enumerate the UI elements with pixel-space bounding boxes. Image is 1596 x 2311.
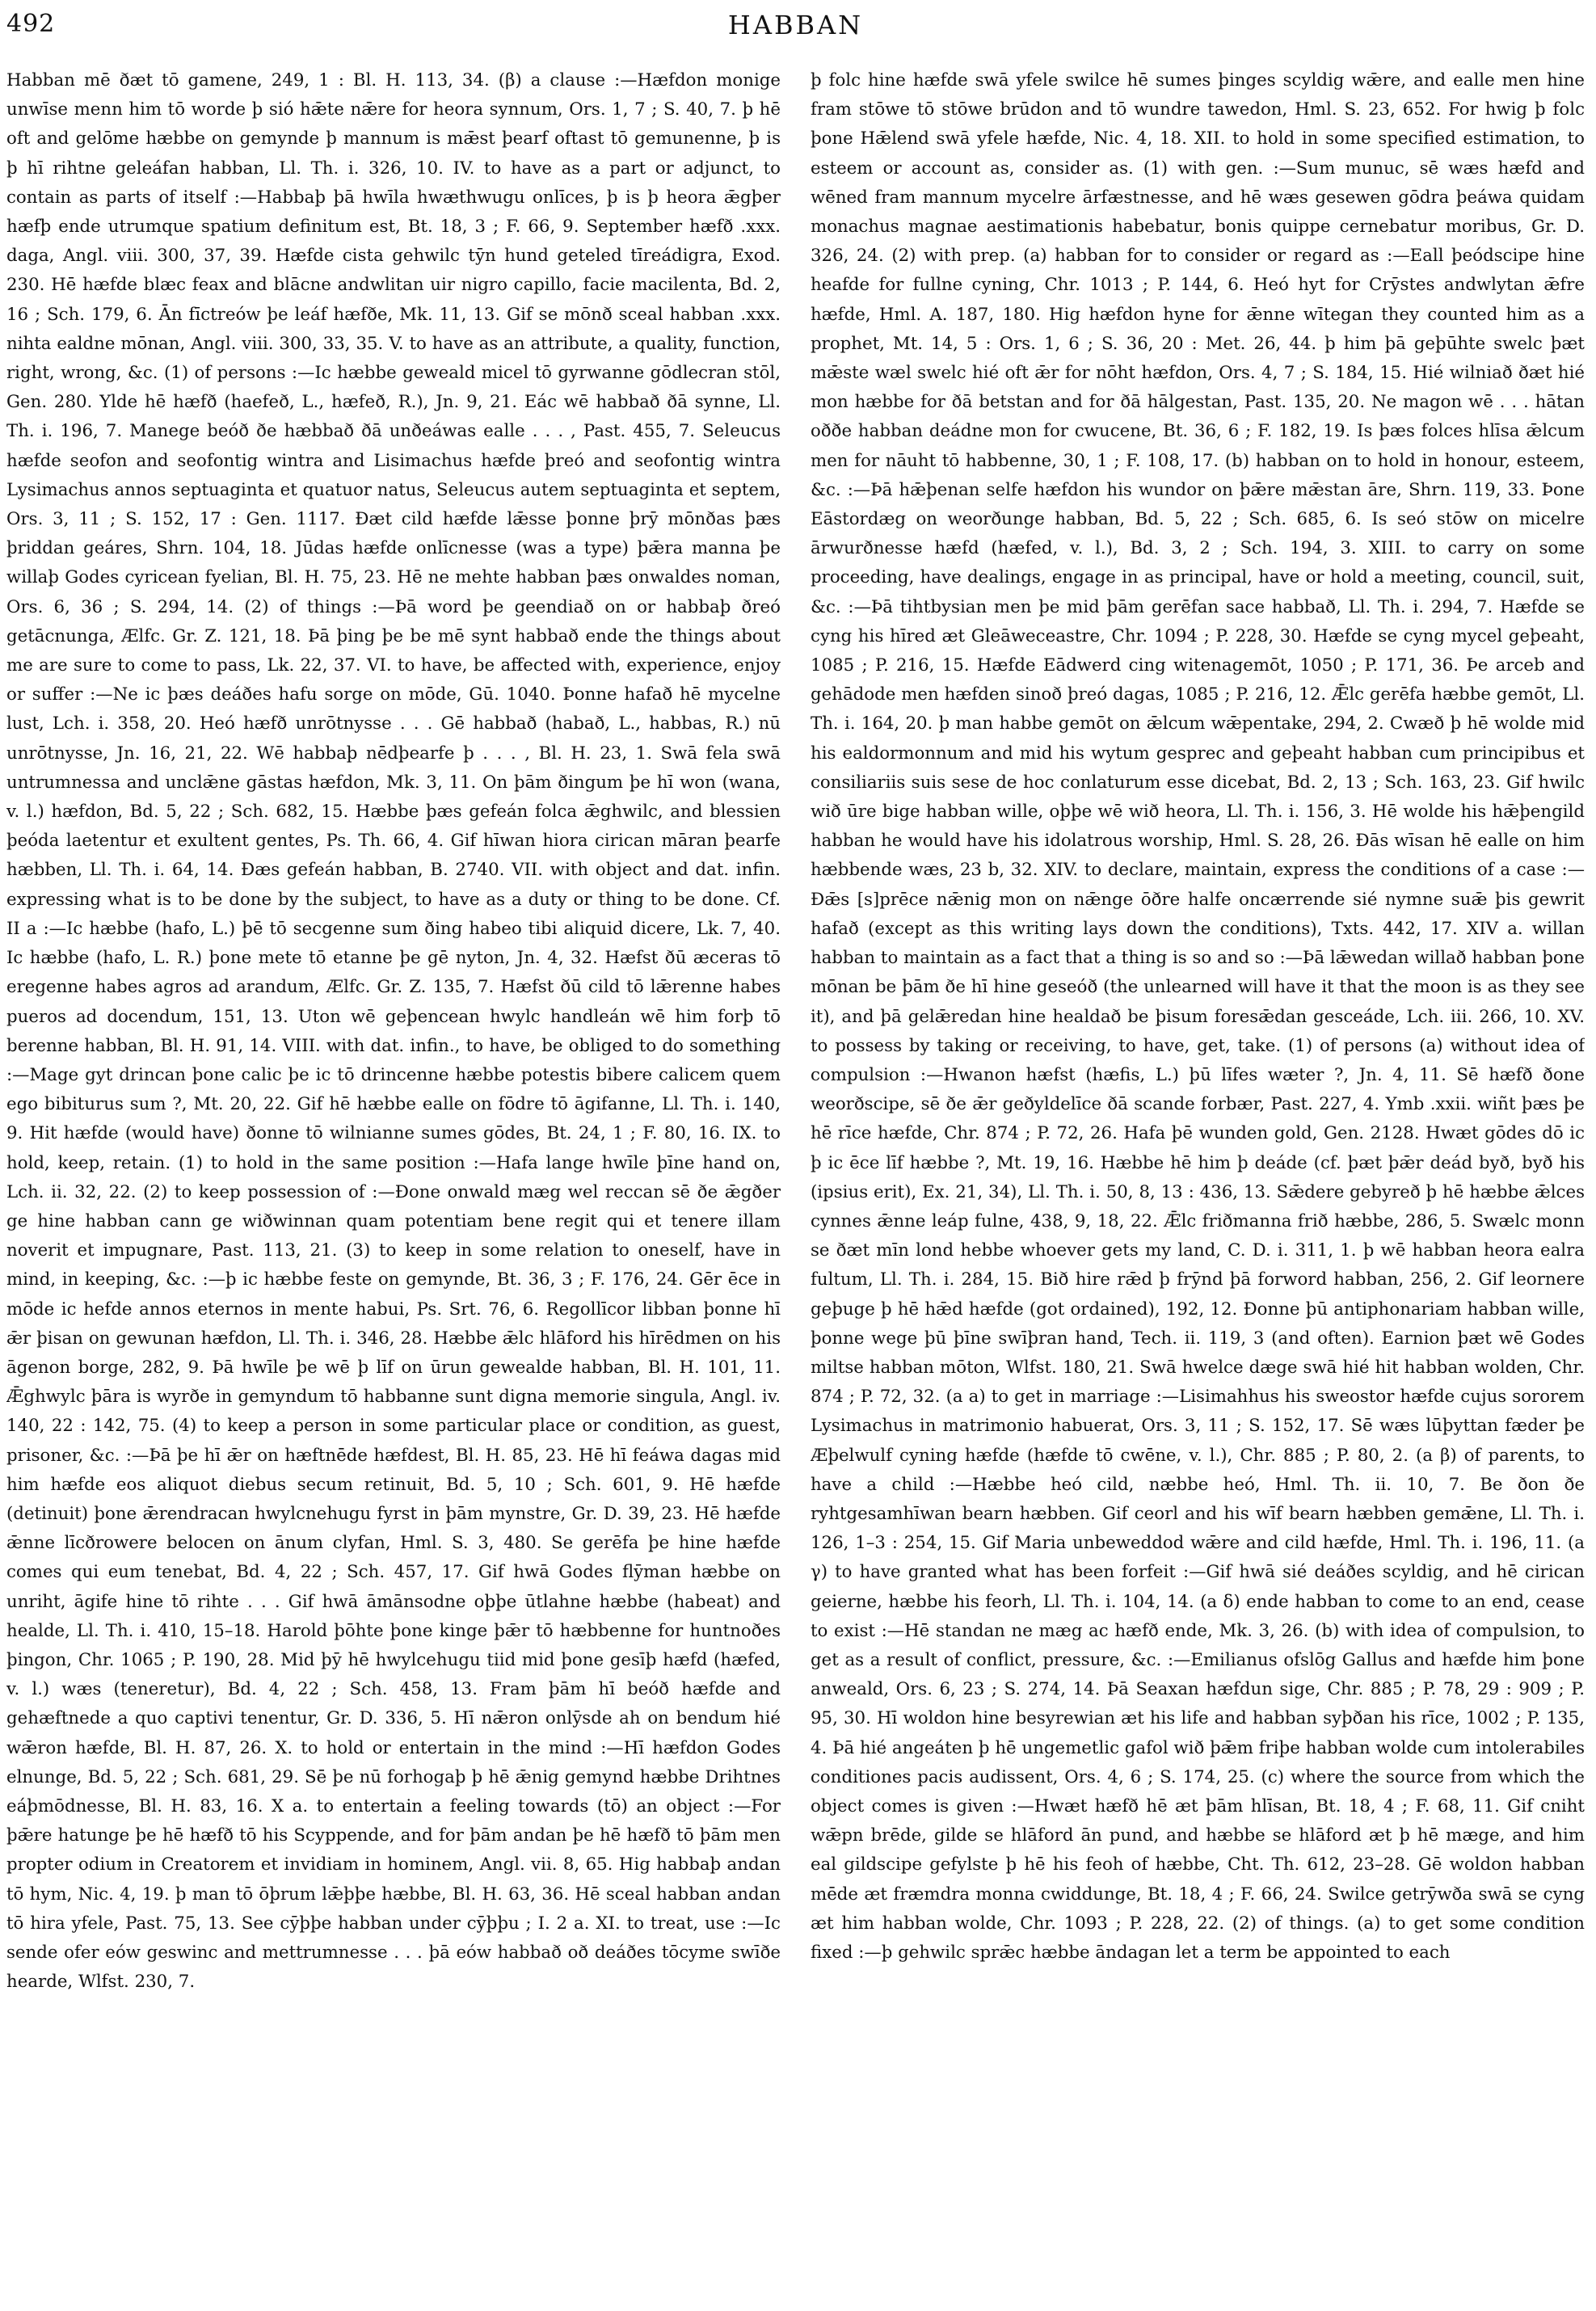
text-columns (6, 66, 1585, 2303)
left-column-text: Habban mē ðæt tō gamene, 249, 1 : Bl. H. 113, 34. (β) a clause :—Hæfdon monige unwīse menn him tō worde þ sió hǣte nǣre for heora synnum, Ors. 1, 7 ; S. 40, 7. þ hē oft and gelōme hæbbe on gemynde þ mannum is mǣst þearf oftast tō gemunenne, þ is þ hī rihtne geleáfan habban, Ll. Th. i. 326, 10. IV. to have as a part or adjunct, to contain as parts of itself :—Habbaþ þā hwīla hwæthwugu onlīces, þ is þ heora ǣgþer hæfþ ende utrumque spatium definitum est, Bt. 18, 3 ; F. 66, 9. September hæfð .xxx. daga, Angl. viii. 300, 37, 39. Hæfde cista gehwilc tȳn hund geteled tīreádigra, Exod. 230. Hē hæfde blæc feax and blācne andwlitan uir nigro capillo, facie macilenta, Bd. 2, 16 ; Sch. 179, 6. Ān fīctreów þe leáf hæfðe, Mk. 11, 13. Gif se mōnð sceal habban .xxx. nihta ealdne mōnan, Angl. viii. 300, 33, 35. V. to have as an attribute, a quality, function, right, wrong, &c. (1) of persons :—Ic hæbbe geweald micel tō gyrwanne gōdlecran stōl, Gen. 280. Ylde hē hæfð (haefeð, L., hæfeð, R.), Jn. 9, 21. Eác wē habbað ðā synne, Ll. Th. i. 196, 7. Manege beóð ðe hæbbað ðā unðeáwas ealle . . . , Past. 455, 7. Seleucus hæfde seofon and seofontig wintra and Lisimachus hæfde þreó and seofontig wintra Lysimachus annos septuaginta et quatuor natus, Seleucus autem septuaginta et septem, Ors. 3, 11 ; S. 152, 17 : Gen. 1117. Ðæt cild hæfde lǣsse þonne þrȳ mōnðas þæs þriddan geáres, Shrn. 104, 18. Jūdas hæfde onlīcnesse (was a type) þǣra manna þe willaþ Godes cyricean fyelian, Bl. H. 75, 23. Hē ne mehte habban þæs onwaldes noman, Ors. 6, 36 ; S. 294, 14. (2) of things :—Þā word þe geendiað on or habbaþ ðreó getācnunga, Ælfc. Gr. Z. 121, 18. Þā þing þe be mē synt habbað ende the things about me are sure to come to pass, Lk. 22, 37. VI. to have, be affected with, experience, enjoy or suffer :—Ne ic þæs deáðes hafu sorge on mōde, Gū. 1040. Þonne hafað hē mycelne lust, Lch. i. 358, 20. Heó hæfð unrōtnysse . . . Gē habbað (habað, L., habbas, R.) nū unrōtnysse, Jn. 16, 21, 22. Wē habbaþ nēdþearfe þ . . . , Bl. H. 23, 1. Swā fela swā untrumnessa and unclǣne gāstas hæfdon, Mk. 3, 11. On þām ðingum þe hī won (wana, v. l.) hæfdon, Bd. 5, 22 ; Sch. 682, 15. Hæbbe þæs gefeán folca ǣghwilc, and blessien þeóda laetentur et exultent gentes, Ps. Th. 66, 4. Gif hīwan hiora cirican māran þearfe hæbben, Ll. Th. i. 64, 14. Ðæs gefeán habban, B. 2740. VII. with object and dat. infin. expressing what is to be done by the subject, to have as a duty or thing to be done. Cf. II a :—Ic hæbbe (hafo, L.) þē tō secgenne sum ðing habeo tibi aliquid dicere, Lk. 7, 40. Ic hæbbe (hafo, L. R.) þone mete tō etanne þe gē nyton, Jn. 4, 32. Hæfst ðū æceras tō eregenne habes agros ad arandum, Ælfc. Gr. Z. 135, 7. Hæfst ðū cild tō lǣrenne habes pueros ad docendum, 151, 13. Uton wē geþencean hwylc handleán wē him forþ tō berenne habban, Bl. H. 91, 14. VIII. with dat. infin., to have, be obliged to do something :—Mage gyt drincan þone calic þe ic tō drincenne hæbbe potestis bibere calicem quem ego bibiturus sum ?, Mt. 20, 22. Gif hē hæbbe ealle on fōdre tō āgifanne, Ll. Th. i. 140, 9. Hit hæfde (would have) ðonne tō wilnianne sumes gōdes, Bt. 24, 1 ; F. 80, 16. IX. to hold, keep, retain. (1) to hold in the same position :—Hafa lange hwīle þīne hand on, Lch. ii. 32, 22. (2) to keep possession of :—Ðone onwald mæg wel reccan sē ðe ǣgðer ge hine habban cann ge wiðwinnan quam potentiam bene regit qui et tenere illam noverit et impugnare, Past. 113, 21. (3) to keep in some relation to oneself, have in mind, in keeping, &c. :—þ ic hæbbe feste on gemynde, Bt. 36, 3 ; F. 176, 24. Gēr ēce in mōde ic hefde annos eternos in mente habui, Ps. Srt. 76, 6. Regollīcor libban þonne hī ǣr þisan on gewunan hæfdon, Ll. Th. i. 346, 28. Hæbbe ǣlc hlāford his hīrēdmen on his āgenon borge, 282, 9. Þā hwīle þe wē þ līf on ūrun gewealde habban, Bl. H. 101, 11. Ǣghwylc þāra is wyrðe in gemyndum tō habbanne sunt digna memorie singula, Angl. iv. 140, 22 : 142, 75. (4) to keep a person in some particular place or condition, as guest, prisoner, &c. :—Þā þe hī ǣr on hæftnēde hæfdest, Bl. H. 85, 23. Hē hī feáwa dagas mid him hæfde eos aliquot diebus secum retinuit, Bd. 5, 10 ; Sch. 601, 9. Hē hæfde (detinuit) þone ǣrendracan hwylcnehugu fyrst in þām mynstre, Gr. D. 39, 23. Hē hæfde ǣnne līcðrowere belocen on ānum clyfan, Hml. S. 3, 480. Se gerēfa þe hine hæfde comes qui eum tenebat, Bd. 4, 22 ; Sch. 457, 17. Gif hwā Godes flȳman hæbbe on unriht, āgife hine tō rihte . . . Gif hwā āmānsodne oþþe ūtlahne hæbbe (habeat) and healde, Ll. Th. i. 410, 15–18. Harold þōhte þone kinge þǣr tō hæbbenne for huntnoðes þingon, Chr. 1065 ; P. 190, 28. Mid þȳ hē hwylcehugu tiid mid þone gesīþ hæfd (hæfed, v. l.) wæs (teneretur), Bd. 4, 22 ; Sch. 458, 13. Fram þām hī beóð hæfde and gehæftnede a quo captivi tenentur, Gr. D. 336, 5. Hī nǣron onlȳsde ah on bendum hié wǣron hæfde, Bl. H. 87, 26. X. to hold or entertain in the mind :—Hī hæfdon Godes elnunge, Bd. 5, 22 ; Sch. 681, 29. Sē þe nū forhogaþ þ hē ǣnig gemynd hæbbe Drihtnes eáþmōdnesse, Bl. H. 83, 16. X a. to entertain a feeling towards (tō) an object :—For þǣre hatunge þe hē hæfð tō his Scyppende, and for þām andan þe hē hæfð tō þām men propter odium in Creatorem et invidiam in hominem, Angl. vii. 8, 65. Hig habbaþ andan tō hym, Nic. 4, 19. þ man tō ōþrum lǣþþe hæbbe, Bl. H. 63, 36. Hē sceal habban andan tō hira yfele, Past. 75, 13. See cȳþþe habban under cȳþþu ; I. 2 a. XI. to treat, use :—Ic sende ofer eów geswinc and mettrumnesse . . . þā eów habbað oð deáðes tōcyme swīðe hearde, Wlfst. 230, 7. (6, 70, 781, 1993)
page-number: 492 (6, 10, 56, 38)
left-column (6, 66, 781, 2303)
page-header (6, 10, 1585, 45)
running-head: HABBAN (727, 10, 864, 40)
right-column (811, 66, 1585, 2303)
right-column-text: þ folc hine hæfde swā yfele swilce hē sumes þinges scyldig wǣre, and ealle men hine fram stōwe tō stōwe brūdon and tō wundre tawedon, Hml. S. 23, 652. For hwig þ folc þone Hǣlend swā yfele hæfde, Nic. 4, 18. XII. to hold in some specified estimation, to esteem or account as, consider as. (1) with gen. :—Sum munuc, sē wæs hæfd and wēned fram mannum mycelre ārfæstnesse, and hē wæs gesewen gōdra þeáwa quidam monachus magnae aestimationis habebatur, bonis quippe cernebatur moribus, Gr. D. 326, 24. (2) with prep. (a) habban for to consider or regard as :—Eall þeódscipe hine heafde for fullne cyning, Chr. 1013 ; P. 144, 6. Heó hyt for Crȳstes andwlytan ǣfre hæfde, Hml. A. 187, 180. Hig hæfdon hyne for ǣnne wītegan they counted him as a prophet, Mt. 14, 5 : Ors. 1, 6 ; S. 36, 20 : Met. 26, 44. þ him þā geþūhte swelc þæt mǣste wæl swelc hié oft ǣr for nōht hæfdon, Ors. 4, 7 ; S. 184, 15. Hié wilniað ðæt hié mon hæbbe for ðā betstan and for ðā hālgestan, Past. 135, 20. Ne magon wē . . . hātan oððe habban deádne mon for cwucene, Bt. 36, 6 ; F. 182, 19. Is þæs folces hlīsa ǣlcum men for nāuht tō habbenne, 30, 1 ; F. 108, 17. (b) habban on to hold in honour, esteem, &c. :—Þā hǣþenan selfe hæfdon his wundor on þǣre mǣstan āre, Shrn. 119, 33. Þone Eāstordæg on weorðunge habban, Bd. 5, 22 ; Sch. 685, 6. Is seó stōw on micelre ārwurðnesse hæfd (hæfed, v. l.), Bd. 3, 2 ; Sch. 194, 3. XIII. to carry on some proceeding, have dealings, engage in as principal, have or hold a meeting, council, suit, &c. :—Þā tihtbysian men þe mid þām gerēfan sace habbað, Ll. Th. i. 294, 7. Hæfde se cyng his hīred æt Gleāweceastre, Chr. 1094 ; P. 228, 30. Hæfde se cyng mycel geþeaht, 1085 ; P. 216, 15. Hæfde Eādwerd cing witenagemōt, 1050 ; P. 171, 36. Þe arceb and gehādode men hæfden sinoð þreó dagas, 1085 ; P. 216, 12. Ǣlc gerēfa hæbbe gemōt, Ll. Th. i. 164, 20. þ man habbe gemōt on ǣlcum wǣpentake, 294, 2. Cwæð þ hē wolde mid his ealdormonnum and mid his wytum gesprec and geþeaht habban cum principibus et consiliariis suis sese de hoc conlaturum esse dicebat, Bd. 2, 13 ; Sch. 163, 23. Gif hwilc wið ūre bige habban wille, oþþe wē wið heora, Ll. Th. i. 156, 3. Hē wolde his hǣþengild habban he would have his idolatrous worship, Hml. S. 28, 26. Ðās wīsan hē ealle on him hæbbende wæs, 23 b, 32. XIV. to declare, maintain, express the conditions of a case :—Ðǣs [s]prēce nǣnig mon on nǣnge ōðre halfe oncærrende sié nymne suǣ þis gewrit hafað (except as this writing lays down the conditions), Txts. 442, 17. XIV a. willan habban to maintain as a fact that a thing is so and so :—Þā lǣwedan willað habban þone mōnan be þām ðe hī hine geseóð (the unlearned will have it that the moon is as they see it), and þā gelǣredan hine healdað be þisum foresǣdan gesceáde, Lch. iii. 266, 10. XV. to possess by taking or receiving, to have, get, take. (1) of persons (a) without idea of compulsion :—Hwanon hæfst (hæfis, L.) þū līfes wæter ?, Jn. 4, 11. Sē hæfð ðone weorðscipe, sē ðe ǣr geðyldelīce ðā scande forbær, Past. 227, 4. Ymb .xxii. wiñt þæs þe hē rīce hæfde, Chr. 874 ; P. 72, 26. Hafa þē wunden gold, Gen. 2128. Hwæt gōdes dō ic þ ic ēce līf hæbbe ?, Mt. 19, 16. Hæbbe hē him þ deáde (cf. þæt þǣr deád byð, byð his (ipsius erit), Ex. 21, 34), Ll. Th. i. 50, 8, 13 : 436, 13. Sǣdere gebyreð þ hē hæbbe ǣlces cynnes ǣnne leáp fulne, 438, 9, 18, 22. Ǣlc friðmanna frið hæbbe, 286, 5. Swælc monn se ðæt mīn lond hebbe whoever gets my land, C. D. i. 311, 1. þ wē habban heora ealra fultum, Ll. Th. i. 284, 15. Bið hire rǣd þ frȳnd þā forword habban, 256, 2. Gif leornere geþuge þ hē hǣd hæfde (got ordained), 192, 12. Ðonne þū antiphonariam habban wille, þonne wege þū þīne swīþran hand, Tech. ii. 119, 3 (and often). Earnion þæt wē Godes miltse habban mōton, Wlfst. 180, 21. Swā hwelce dæge swā hié hit habban wolden, Chr. 874 ; P. 72, 32. (a a) to get in marriage :—Lisimahhus his sweostor hæfde cujus sororem Lysimachus in matrimonio habuerat, Ors. 3, 11 ; S. 152, 17. Sē wæs lūþyttan fæder þe Æþelwulf cyning hæfde (hæfde tō cwēne, v. l.), Chr. 885 ; P. 80, 2. (a β) of parents, to have a child :—Hæbbe heó cild, næbbe heó, Hml. Th. ii. 10, 7. Be ðon ðe ryhtgesamhīwan bearn hæbben. Gif ceorl and his wīf bearn hæbben gemǣne, Ll. Th. i. 126, 1–3 : 254, 15. Gif Maria unbeweddod wǣre and cild hæfde, Hml. Th. i. 196, 11. (a γ) to have granted what has been forfeit :—Gif hwā sié deáðes scyldig, and hē cirican geierne, hæbbe his feorh, Ll. Th. i. 104, 14. (a δ) ende habban to come to an end, cease to exist :—Hē standan ne mæg ac hæfð ende, Mk. 3, 26. (b) with idea of compulsion, to get as a result of conflict, pressure, &c. :—Emilianus ofslōg Gallus and hæfde him þone anweald, Ors. 6, 23 ; S. 274, 14. Þā Seaxan hæfdun sige, Chr. 885 ; P. 78, 29 : 909 ; P. 95, 30. Hī woldon hine besyrewian æt his life and habban syþðan his rīce, 1002 ; P. 135, 4. Þā hié angeáten þ hē ungemetlic gafol wið þǣm friþe habban wolde cum intolerabiles conditiones pacis audissent, Ors. 4, 6 ; S. 174, 25. (c) where the source from which the object comes is given :—Hwæt hæfð hē æt þām hlīsan, Bt. 18, 4 ; F. 68, 11. Gif cniht wǣpn brēde, gilde se hlāford ān pund, and hæbbe se hlāford æt þ hē mæge, and him eal gildscipe gefylste þ hē his feoh of hæbbe, Cht. Th. 612, 23–28. Gē woldon habban mēde æt fræmdra monna cwiddunge, Bt. 18, 4 ; F. 66, 24. Swilce getrȳwða swā se cyng æt him habban wolde, Chr. 1093 ; P. 228, 22. (2) of things. (a) to get some condition fixed :—þ gehwilc sprǣc hæbbe āndagan let a term be appointed to each (811, 70, 1585, 1963)
